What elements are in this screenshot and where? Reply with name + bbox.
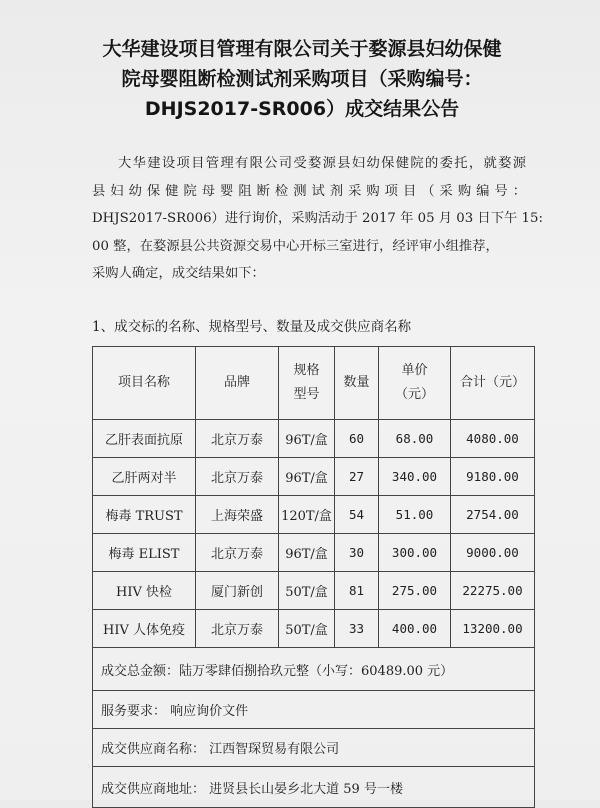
cell-brand: 北京万泰 bbox=[196, 534, 279, 572]
cell-price: 275.00 bbox=[379, 572, 451, 610]
supplier-address-row bbox=[93, 767, 535, 808]
table-row bbox=[93, 610, 535, 648]
header-brand: 品牌 bbox=[196, 347, 279, 420]
cell-qty: 27 bbox=[335, 458, 379, 496]
announcement-title bbox=[28, 34, 576, 124]
header-spec-line-1: 规格 bbox=[293, 363, 320, 378]
cell-spec: 96T/盒 bbox=[279, 534, 335, 572]
service-cell: 服务要求： 响应询价文件 bbox=[93, 691, 535, 729]
cell-item: 梅毒 ELIST bbox=[93, 534, 196, 572]
table-row bbox=[93, 458, 535, 496]
service-row bbox=[93, 691, 535, 729]
cell-qty: 81 bbox=[335, 572, 379, 610]
cell-total: 4080.00 bbox=[451, 420, 535, 458]
cell-qty: 54 bbox=[335, 496, 379, 534]
header-total: 合计（元） bbox=[451, 347, 535, 420]
cell-spec: 50T/盒 bbox=[279, 610, 335, 648]
table-row bbox=[93, 572, 535, 610]
title-line-2: 院母婴阻断检测试剂采购项目（采购编号： bbox=[121, 68, 483, 90]
cell-brand: 北京万泰 bbox=[196, 610, 279, 648]
body-line-3: DHJS2017-SR006）进行询价，采购活动于 2017 年 05 月 03 日下午 15: bbox=[92, 211, 543, 226]
cell-price: 340.00 bbox=[379, 458, 451, 496]
cell-spec: 50T/盒 bbox=[279, 572, 335, 610]
cell-total: 13200.00 bbox=[451, 610, 535, 648]
cell-qty: 60 bbox=[335, 420, 379, 458]
table-row bbox=[93, 496, 535, 534]
cell-qty: 30 bbox=[335, 534, 379, 572]
cell-total: 9000.00 bbox=[451, 534, 535, 572]
announcement-body bbox=[92, 150, 543, 288]
cell-brand: 北京万泰 bbox=[196, 458, 279, 496]
cell-item: 乙肝两对半 bbox=[93, 458, 196, 496]
header-spec bbox=[279, 347, 335, 420]
total-amount-cell: 成交总金额：陆万零肆佰捌拾玖元整（小写：60489.00 元） bbox=[93, 648, 535, 691]
header-price bbox=[379, 347, 451, 420]
cell-spec: 96T/盒 bbox=[279, 420, 335, 458]
cell-total: 2754.00 bbox=[451, 496, 535, 534]
cell-item: 梅毒 TRUST bbox=[93, 496, 196, 534]
title-line-3: DHJS2017-SR006）成交结果公告 bbox=[144, 98, 460, 120]
cell-brand: 上海荣盛 bbox=[196, 496, 279, 534]
body-line-5: 采购人确定，成交结果如下： bbox=[92, 266, 265, 281]
table-header-row bbox=[93, 347, 535, 420]
cell-item: 乙肝表面抗原 bbox=[93, 420, 196, 458]
body-line-1: 大华建设项目管理有限公司受婺源县妇幼保健院的委托，就婺源 bbox=[118, 156, 526, 171]
cell-price: 400.00 bbox=[379, 610, 451, 648]
table-row bbox=[93, 534, 535, 572]
cell-total: 9180.00 bbox=[451, 458, 535, 496]
cell-price: 51.00 bbox=[379, 496, 451, 534]
cell-price: 300.00 bbox=[379, 534, 451, 572]
header-spec-line-2: 型号 bbox=[293, 387, 320, 402]
supplier-address-cell: 成交供应商地址： 进贤县长山晏乡北大道 59 号一楼 bbox=[93, 767, 535, 808]
title-line-1: 大华建设项目管理有限公司关于婺源县妇幼保健 bbox=[102, 38, 502, 60]
table-row bbox=[93, 420, 535, 458]
cell-total: 22275.00 bbox=[451, 572, 535, 610]
header-price-line-1: 单价 bbox=[401, 363, 428, 378]
cell-item: HIV 人体免疫 bbox=[93, 610, 196, 648]
cell-brand: 厦门新创 bbox=[196, 572, 279, 610]
section-heading: 1、成交标的名称、规格型号、数量及成交供应商名称 bbox=[92, 319, 412, 335]
body-line-2: 县妇幼保健院母婴阻断检测试剂采购项目（采购编号： bbox=[92, 183, 526, 199]
header-item: 项目名称 bbox=[93, 347, 196, 420]
cell-spec: 96T/盒 bbox=[279, 458, 335, 496]
cell-brand: 北京万泰 bbox=[196, 420, 279, 458]
header-qty: 数量 bbox=[335, 347, 379, 420]
supplier-name-row bbox=[93, 729, 535, 767]
cell-qty: 33 bbox=[335, 610, 379, 648]
cell-spec: 120T/盒 bbox=[279, 496, 335, 534]
cell-item: HIV 快检 bbox=[93, 572, 196, 610]
supplier-name-cell: 成交供应商名称： 江西智琛贸易有限公司 bbox=[93, 729, 535, 767]
header-price-line-2: （元） bbox=[394, 387, 434, 402]
cell-price: 68.00 bbox=[379, 420, 451, 458]
total-amount-row bbox=[93, 648, 535, 691]
result-table bbox=[92, 346, 535, 808]
body-line-4: 00 整，在婺源县公共资源交易中心开标三室进行，经评审小组推荐， bbox=[92, 238, 499, 254]
